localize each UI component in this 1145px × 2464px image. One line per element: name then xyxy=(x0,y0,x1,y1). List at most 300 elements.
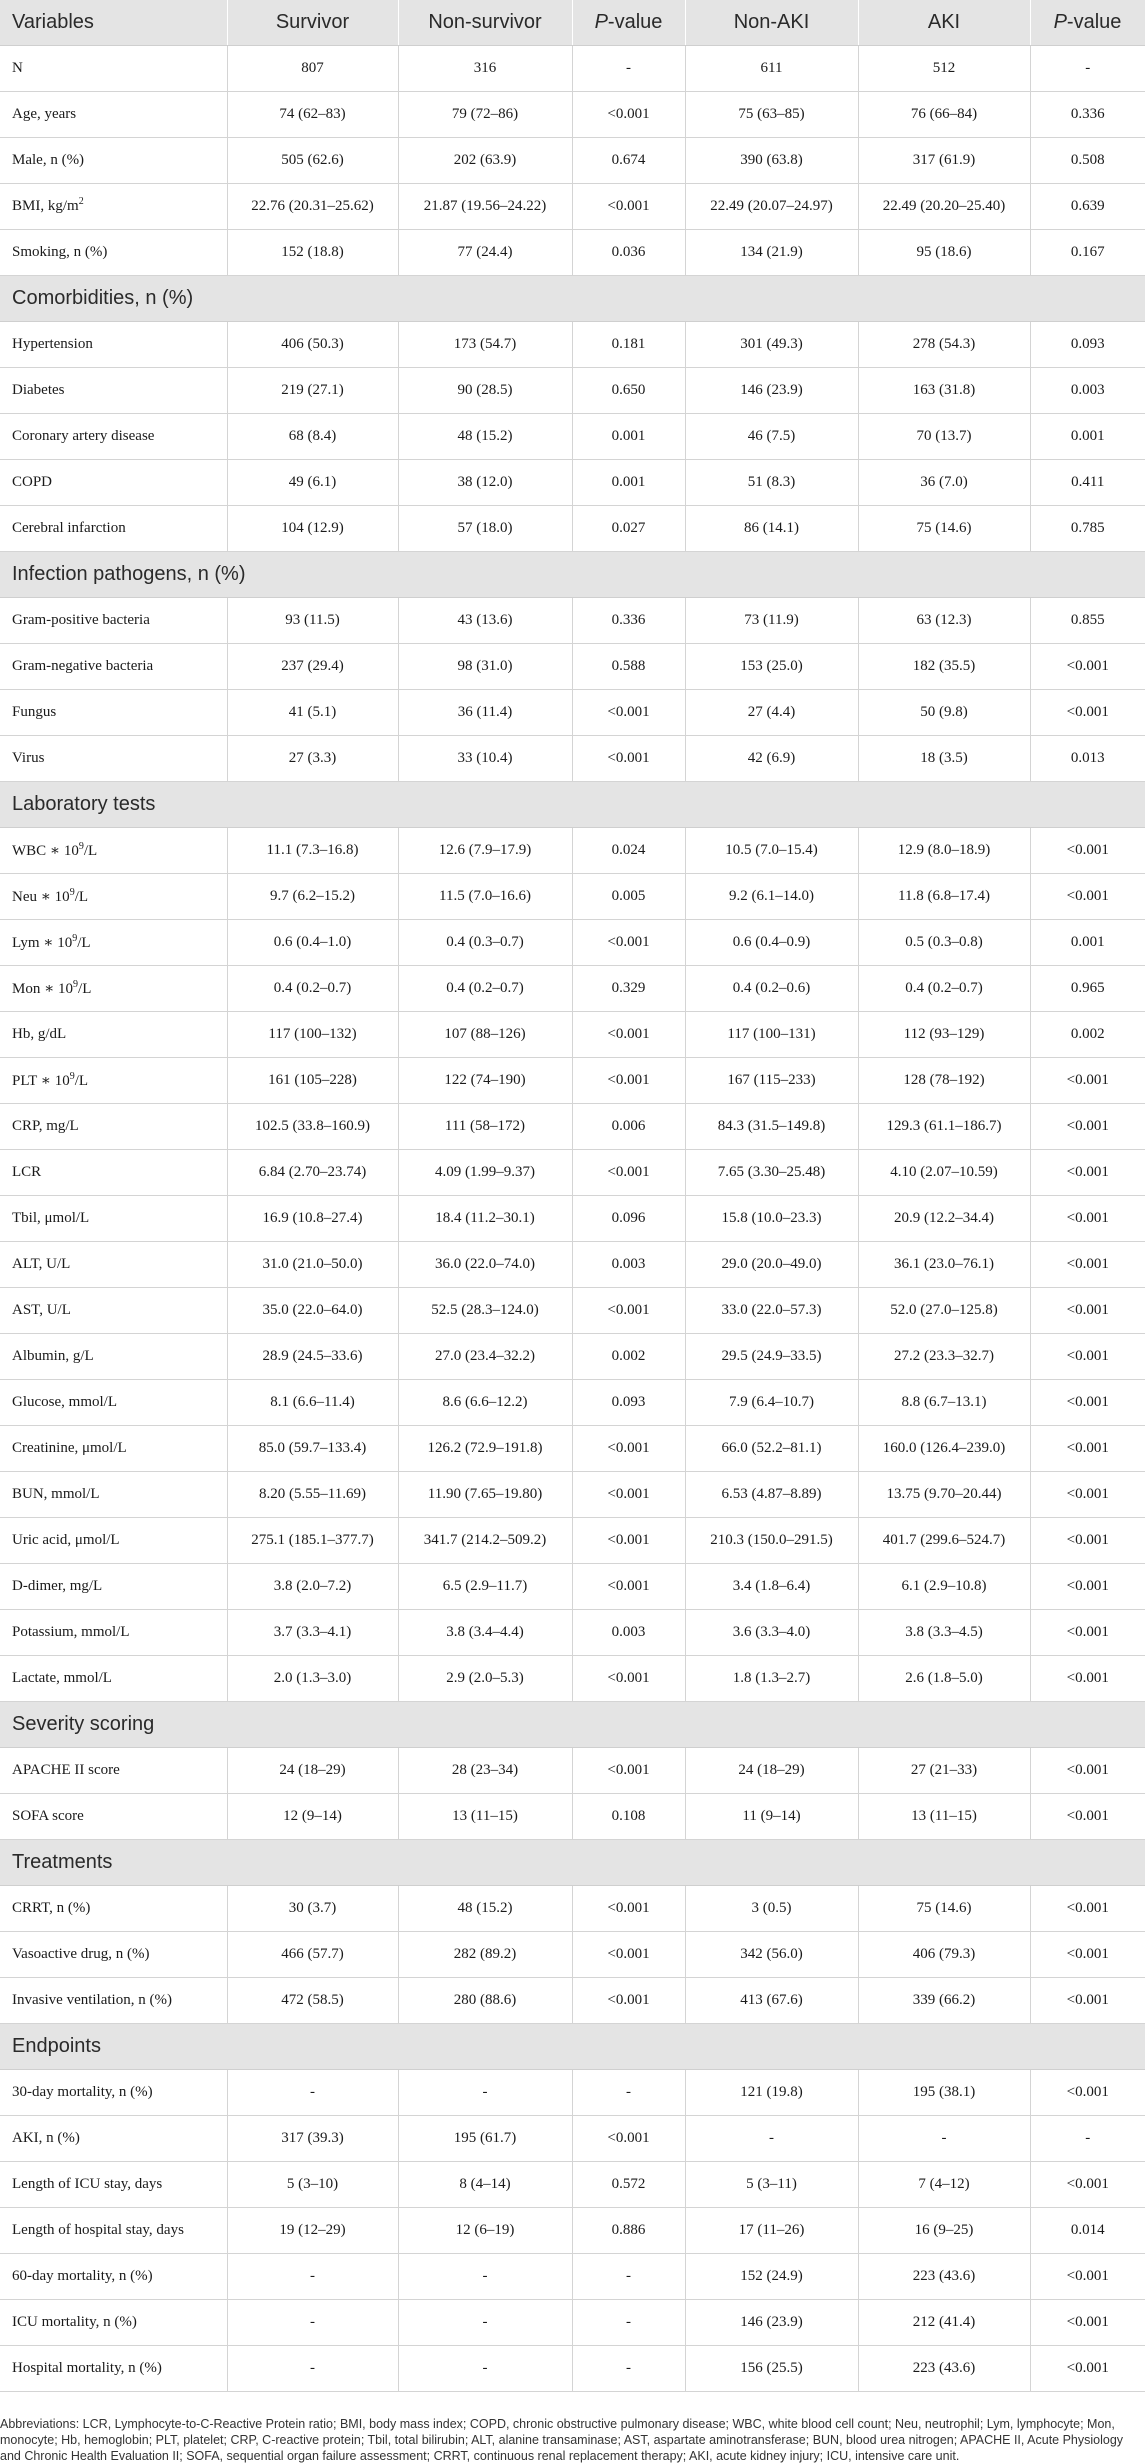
table-row xyxy=(0,2116,1145,2162)
variable-label: Lactate, mmol/L xyxy=(12,1670,112,1686)
variable-cell xyxy=(0,414,227,460)
table-row xyxy=(0,1242,1145,1288)
section-title: Endpoints xyxy=(0,2024,1145,2070)
variable-cell xyxy=(0,2162,227,2208)
variable-label: Tbil, μmol/L xyxy=(12,1210,90,1226)
unit-suffix: /L xyxy=(74,889,89,905)
p-value-aki-cell: 0.639 xyxy=(1030,184,1145,230)
aki-cell: 8.8 (6.7–13.1) xyxy=(858,1380,1030,1426)
header-variables: Variables xyxy=(0,0,227,46)
variable-label: ICU mortality, n (%) xyxy=(12,2314,137,2330)
p-value-mortality-cell: 0.588 xyxy=(572,644,685,690)
non-survivor-cell: 8 (4–14) xyxy=(398,2162,572,2208)
section-title: Laboratory tests xyxy=(0,782,1145,828)
p-value-mortality-cell: 0.006 xyxy=(572,1104,685,1150)
aki-cell: 2.6 (1.8–5.0) xyxy=(858,1656,1030,1702)
p-value-mortality-cell: <0.001 xyxy=(572,1058,685,1104)
survivor-cell: 28.9 (24.5–33.6) xyxy=(227,1334,398,1380)
table-row xyxy=(0,1932,1145,1978)
variable-cell xyxy=(0,1886,227,1932)
variable-label: D-dimer, mg/L xyxy=(12,1578,103,1594)
survivor-cell: 74 (62–83) xyxy=(227,92,398,138)
non-aki-cell: 7.65 (3.30–25.48) xyxy=(685,1150,858,1196)
p-value-aki-cell: <0.001 xyxy=(1030,1748,1145,1794)
variable-cell xyxy=(0,2300,227,2346)
non-survivor-cell: 202 (63.9) xyxy=(398,138,572,184)
section-header-row xyxy=(0,1840,1145,1886)
variable-cell xyxy=(0,1426,227,1472)
table-row xyxy=(0,1012,1145,1058)
aki-cell: 278 (54.3) xyxy=(858,322,1030,368)
survivor-cell: 5 (3–10) xyxy=(227,2162,398,2208)
p-value-mortality-cell: 0.181 xyxy=(572,322,685,368)
variable-label: Hospital mortality, n (%) xyxy=(12,2360,162,2376)
non-survivor-cell: 43 (13.6) xyxy=(398,598,572,644)
table-row xyxy=(0,1380,1145,1426)
non-survivor-cell: 27.0 (23.4–32.2) xyxy=(398,1334,572,1380)
non-aki-cell: 15.8 (10.0–23.3) xyxy=(685,1196,858,1242)
survivor-cell: 8.1 (6.6–11.4) xyxy=(227,1380,398,1426)
variable-cell xyxy=(0,1058,227,1104)
variable-cell xyxy=(0,1978,227,2024)
survivor-cell: 0.4 (0.2–0.7) xyxy=(227,966,398,1012)
p-value-aki-cell: <0.001 xyxy=(1030,1288,1145,1334)
variable-cell xyxy=(0,138,227,184)
section-title: Comorbidities, n (%) xyxy=(0,276,1145,322)
non-aki-cell: 9.2 (6.1–14.0) xyxy=(685,874,858,920)
non-aki-cell: 0.6 (0.4–0.9) xyxy=(685,920,858,966)
non-survivor-cell: 48 (15.2) xyxy=(398,1886,572,1932)
variable-cell xyxy=(0,690,227,736)
variable-label: CRP, mg/L xyxy=(12,1118,79,1134)
table-row xyxy=(0,46,1145,92)
p-value-aki-cell: <0.001 xyxy=(1030,1564,1145,1610)
non-survivor-cell: 316 xyxy=(398,46,572,92)
p-value-aki-cell: <0.001 xyxy=(1030,644,1145,690)
p-value-mortality-cell: - xyxy=(572,2346,685,2392)
variable-label: Smoking, n (%) xyxy=(12,244,108,260)
table-row xyxy=(0,920,1145,966)
non-survivor-cell: 107 (88–126) xyxy=(398,1012,572,1058)
non-survivor-cell: 79 (72–86) xyxy=(398,92,572,138)
aki-cell: 63 (12.3) xyxy=(858,598,1030,644)
non-survivor-cell: 33 (10.4) xyxy=(398,736,572,782)
variable-cell xyxy=(0,506,227,552)
variable-cell xyxy=(0,1150,227,1196)
non-survivor-cell: 11.5 (7.0–16.6) xyxy=(398,874,572,920)
p-value-aki-cell: <0.001 xyxy=(1030,1518,1145,1564)
p-value-aki-cell: <0.001 xyxy=(1030,828,1145,874)
p-value-aki-cell: <0.001 xyxy=(1030,1794,1145,1840)
p-value-mortality-cell: <0.001 xyxy=(572,1978,685,2024)
non-aki-cell: 10.5 (7.0–15.4) xyxy=(685,828,858,874)
survivor-cell: 117 (100–132) xyxy=(227,1012,398,1058)
non-aki-cell: 17 (11–26) xyxy=(685,2208,858,2254)
aki-cell: 401.7 (299.6–524.7) xyxy=(858,1518,1030,1564)
variable-cell xyxy=(0,184,227,230)
table-row xyxy=(0,2346,1145,2392)
non-survivor-cell: 6.5 (2.9–11.7) xyxy=(398,1564,572,1610)
section-header-row xyxy=(0,276,1145,322)
aki-cell: 223 (43.6) xyxy=(858,2346,1030,2392)
p-value-mortality-cell: <0.001 xyxy=(572,1932,685,1978)
table-row xyxy=(0,1748,1145,1794)
non-aki-cell: 390 (63.8) xyxy=(685,138,858,184)
table-row xyxy=(0,506,1145,552)
non-aki-cell: 611 xyxy=(685,46,858,92)
non-survivor-cell: 12.6 (7.9–17.9) xyxy=(398,828,572,874)
aki-cell: 212 (41.4) xyxy=(858,2300,1030,2346)
non-survivor-cell: 173 (54.7) xyxy=(398,322,572,368)
p-value-mortality-cell: 0.005 xyxy=(572,874,685,920)
unit-suffix: /L xyxy=(78,981,92,997)
variable-cell xyxy=(0,874,227,920)
non-aki-cell: 22.49 (20.07–24.97) xyxy=(685,184,858,230)
header-p-value-aki xyxy=(1030,0,1145,46)
header-p-letter: P xyxy=(594,11,608,33)
variable-label: PLT ∗ 10 xyxy=(12,1073,70,1089)
non-aki-cell: 167 (115–233) xyxy=(685,1058,858,1104)
survivor-cell: 317 (39.3) xyxy=(227,2116,398,2162)
variable-cell xyxy=(0,1196,227,1242)
non-survivor-cell: 195 (61.7) xyxy=(398,2116,572,2162)
survivor-cell: 152 (18.8) xyxy=(227,230,398,276)
variable-label: Age, years xyxy=(12,106,77,122)
non-aki-cell: 42 (6.9) xyxy=(685,736,858,782)
variable-label: COPD xyxy=(12,474,53,490)
aki-cell: 36 (7.0) xyxy=(858,460,1030,506)
p-value-mortality-cell: 0.572 xyxy=(572,2162,685,2208)
aki-cell: 112 (93–129) xyxy=(858,1012,1030,1058)
unit-exponent: 9 xyxy=(72,933,78,944)
p-value-mortality-cell: <0.001 xyxy=(572,1012,685,1058)
variable-label: Virus xyxy=(12,750,45,766)
table-row xyxy=(0,1518,1145,1564)
non-survivor-cell: 18.4 (11.2–30.1) xyxy=(398,1196,572,1242)
p-value-mortality-cell: 0.001 xyxy=(572,414,685,460)
non-aki-cell: 0.4 (0.2–0.6) xyxy=(685,966,858,1012)
aki-cell: 12.9 (8.0–18.9) xyxy=(858,828,1030,874)
non-aki-cell: 33.0 (22.0–57.3) xyxy=(685,1288,858,1334)
non-aki-cell: 29.5 (24.9–33.5) xyxy=(685,1334,858,1380)
aki-cell: 75 (14.6) xyxy=(858,506,1030,552)
non-survivor-cell: 52.5 (28.3–124.0) xyxy=(398,1288,572,1334)
survivor-cell: 68 (8.4) xyxy=(227,414,398,460)
variable-cell xyxy=(0,828,227,874)
survivor-cell: 104 (12.9) xyxy=(227,506,398,552)
variable-cell xyxy=(0,1656,227,1702)
p-value-mortality-cell: <0.001 xyxy=(572,1426,685,1472)
aki-cell: 339 (66.2) xyxy=(858,1978,1030,2024)
variable-cell xyxy=(0,1380,227,1426)
p-value-aki-cell: <0.001 xyxy=(1030,1656,1145,1702)
section-header-row xyxy=(0,552,1145,598)
survivor-cell: 24 (18–29) xyxy=(227,1748,398,1794)
table-row xyxy=(0,1886,1145,1932)
unit-exponent: 2 xyxy=(78,196,84,207)
survivor-cell: 3.7 (3.3–4.1) xyxy=(227,1610,398,1656)
p-value-mortality-cell: <0.001 xyxy=(572,1656,685,1702)
non-survivor-cell: 122 (74–190) xyxy=(398,1058,572,1104)
table-row xyxy=(0,1104,1145,1150)
survivor-cell: 807 xyxy=(227,46,398,92)
non-aki-cell: 121 (19.8) xyxy=(685,2070,858,2116)
aki-cell: 18 (3.5) xyxy=(858,736,1030,782)
variable-cell xyxy=(0,1012,227,1058)
variable-label: Diabetes xyxy=(12,382,65,398)
p-value-mortality-cell: 0.650 xyxy=(572,368,685,414)
aki-cell: 52.0 (27.0–125.8) xyxy=(858,1288,1030,1334)
non-aki-cell: 7.9 (6.4–10.7) xyxy=(685,1380,858,1426)
unit-exponent: 9 xyxy=(69,1071,75,1082)
variable-label: N xyxy=(12,60,23,76)
table-row xyxy=(0,1656,1145,1702)
table-row xyxy=(0,2300,1145,2346)
variable-cell xyxy=(0,1104,227,1150)
aki-cell: 4.10 (2.07–10.59) xyxy=(858,1150,1030,1196)
aki-cell: 128 (78–192) xyxy=(858,1058,1030,1104)
survivor-cell: 0.6 (0.4–1.0) xyxy=(227,920,398,966)
table-row xyxy=(0,138,1145,184)
p-value-aki-cell: <0.001 xyxy=(1030,1334,1145,1380)
variable-label: Glucose, mmol/L xyxy=(12,1394,117,1410)
p-value-mortality-cell: 0.001 xyxy=(572,460,685,506)
survivor-cell: 275.1 (185.1–377.7) xyxy=(227,1518,398,1564)
variable-label: Potassium, mmol/L xyxy=(12,1624,130,1640)
non-aki-cell: 29.0 (20.0–49.0) xyxy=(685,1242,858,1288)
non-aki-cell: 342 (56.0) xyxy=(685,1932,858,1978)
p-value-mortality-cell: 0.886 xyxy=(572,2208,685,2254)
non-aki-cell: 153 (25.0) xyxy=(685,644,858,690)
variable-cell xyxy=(0,92,227,138)
variable-label: Hb, g/dL xyxy=(12,1026,67,1042)
non-survivor-cell: 126.2 (72.9–191.8) xyxy=(398,1426,572,1472)
survivor-cell: 22.76 (20.31–25.62) xyxy=(227,184,398,230)
header-row xyxy=(0,0,1145,46)
unit-suffix: /L xyxy=(74,1073,89,1089)
section-title: Severity scoring xyxy=(0,1702,1145,1748)
variable-label: 60-day mortality, n (%) xyxy=(12,2268,153,2284)
section-header-row xyxy=(0,2024,1145,2070)
header-aki: AKI xyxy=(858,0,1030,46)
variable-label: Length of ICU stay, days xyxy=(12,2176,163,2192)
header-non-aki: Non-AKI xyxy=(685,0,858,46)
p-value-mortality-cell: 0.108 xyxy=(572,1794,685,1840)
variable-label: CRRT, n (%) xyxy=(12,1900,91,1916)
table-row xyxy=(0,1794,1145,1840)
aki-cell: 6.1 (2.9–10.8) xyxy=(858,1564,1030,1610)
non-aki-cell: 3.4 (1.8–6.4) xyxy=(685,1564,858,1610)
variable-cell xyxy=(0,1472,227,1518)
variable-cell xyxy=(0,2346,227,2392)
variable-label: Length of hospital stay, days xyxy=(12,2222,184,2238)
p-value-mortality-cell: <0.001 xyxy=(572,1886,685,1932)
p-value-mortality-cell: 0.329 xyxy=(572,966,685,1012)
table-row xyxy=(0,322,1145,368)
non-survivor-cell: 4.09 (1.99–9.37) xyxy=(398,1150,572,1196)
aki-cell: 160.0 (126.4–239.0) xyxy=(858,1426,1030,1472)
variable-cell xyxy=(0,920,227,966)
survivor-cell: - xyxy=(227,2070,398,2116)
variable-label: Fungus xyxy=(12,704,57,720)
p-value-aki-cell: <0.001 xyxy=(1030,1426,1145,1472)
p-value-mortality-cell: <0.001 xyxy=(572,1564,685,1610)
p-value-aki-cell: 0.508 xyxy=(1030,138,1145,184)
p-value-aki-cell: 0.785 xyxy=(1030,506,1145,552)
non-survivor-cell: 36 (11.4) xyxy=(398,690,572,736)
p-value-mortality-cell: <0.001 xyxy=(572,1288,685,1334)
p-value-aki-cell: <0.001 xyxy=(1030,2162,1145,2208)
survivor-cell: 85.0 (59.7–133.4) xyxy=(227,1426,398,1472)
variable-label: LCR xyxy=(12,1164,42,1180)
p-value-aki-cell: <0.001 xyxy=(1030,1196,1145,1242)
non-survivor-cell: 8.6 (6.6–12.2) xyxy=(398,1380,572,1426)
non-aki-cell: 27 (4.4) xyxy=(685,690,858,736)
aki-cell: 13 (11–15) xyxy=(858,1794,1030,1840)
p-value-aki-cell: <0.001 xyxy=(1030,1150,1145,1196)
survivor-cell: 35.0 (22.0–64.0) xyxy=(227,1288,398,1334)
variable-label: Invasive ventilation, n (%) xyxy=(12,1992,172,2008)
survivor-cell: - xyxy=(227,2300,398,2346)
header-p-suffix: -value xyxy=(607,11,663,33)
non-survivor-cell: - xyxy=(398,2070,572,2116)
p-value-aki-cell: 0.001 xyxy=(1030,920,1145,966)
variable-label: Neu ∗ 10 xyxy=(12,889,70,905)
non-aki-cell: 117 (100–131) xyxy=(685,1012,858,1058)
p-value-mortality-cell: - xyxy=(572,2070,685,2116)
aki-cell: 223 (43.6) xyxy=(858,2254,1030,2300)
header-non-survivor: Non-survivor xyxy=(398,0,572,46)
aki-cell: 163 (31.8) xyxy=(858,368,1030,414)
aki-cell: 317 (61.9) xyxy=(858,138,1030,184)
p-value-mortality-cell: <0.001 xyxy=(572,690,685,736)
p-value-mortality-cell: 0.002 xyxy=(572,1334,685,1380)
variable-cell xyxy=(0,1932,227,1978)
p-value-aki-cell: <0.001 xyxy=(1030,1242,1145,1288)
variable-cell xyxy=(0,460,227,506)
table-body xyxy=(0,46,1145,2392)
survivor-cell: 30 (3.7) xyxy=(227,1886,398,1932)
p-value-mortality-cell: 0.336 xyxy=(572,598,685,644)
p-value-aki-cell: 0.003 xyxy=(1030,368,1145,414)
aki-cell: 50 (9.8) xyxy=(858,690,1030,736)
header-p-value-mortality xyxy=(572,0,685,46)
table-row xyxy=(0,598,1145,644)
non-aki-cell: 51 (8.3) xyxy=(685,460,858,506)
non-aki-cell: 146 (23.9) xyxy=(685,2300,858,2346)
section-header-row xyxy=(0,782,1145,828)
variable-label: Creatinine, μmol/L xyxy=(12,1440,127,1456)
variable-label: AKI, n (%) xyxy=(12,2130,80,2146)
p-value-mortality-cell: 0.036 xyxy=(572,230,685,276)
p-value-aki-cell: - xyxy=(1030,2116,1145,2162)
variable-label: Hypertension xyxy=(12,336,93,352)
aki-cell: 70 (13.7) xyxy=(858,414,1030,460)
p-value-mortality-cell: - xyxy=(572,2254,685,2300)
p-value-mortality-cell: <0.001 xyxy=(572,1518,685,1564)
non-survivor-cell: 28 (23–34) xyxy=(398,1748,572,1794)
p-value-aki-cell: <0.001 xyxy=(1030,2346,1145,2392)
p-value-aki-cell: <0.001 xyxy=(1030,1886,1145,1932)
p-value-aki-cell: 0.855 xyxy=(1030,598,1145,644)
survivor-cell: 27 (3.3) xyxy=(227,736,398,782)
non-survivor-cell: 280 (88.6) xyxy=(398,1978,572,2024)
p-value-aki-cell: 0.965 xyxy=(1030,966,1145,1012)
variable-label: APACHE II score xyxy=(12,1762,120,1778)
p-value-mortality-cell: <0.001 xyxy=(572,92,685,138)
p-value-mortality-cell: <0.001 xyxy=(572,2116,685,2162)
p-value-mortality-cell: <0.001 xyxy=(572,1748,685,1794)
non-survivor-cell: 341.7 (214.2–509.2) xyxy=(398,1518,572,1564)
variable-cell xyxy=(0,368,227,414)
variable-label: SOFA score xyxy=(12,1808,84,1824)
variable-cell xyxy=(0,322,227,368)
aki-cell: 512 xyxy=(858,46,1030,92)
variable-label: AST, U/L xyxy=(12,1302,71,1318)
aki-cell: 27 (21–33) xyxy=(858,1748,1030,1794)
variable-cell xyxy=(0,230,227,276)
non-survivor-cell: 36.0 (22.0–74.0) xyxy=(398,1242,572,1288)
survivor-cell: 8.20 (5.55–11.69) xyxy=(227,1472,398,1518)
table-row xyxy=(0,368,1145,414)
variable-cell xyxy=(0,966,227,1012)
p-value-aki-cell: <0.001 xyxy=(1030,1380,1145,1426)
table-row xyxy=(0,1334,1145,1380)
variable-label: 30-day mortality, n (%) xyxy=(12,2084,153,2100)
non-aki-cell: 84.3 (31.5–149.8) xyxy=(685,1104,858,1150)
p-value-aki-cell: <0.001 xyxy=(1030,874,1145,920)
survivor-cell: 237 (29.4) xyxy=(227,644,398,690)
non-survivor-cell: 3.8 (3.4–4.4) xyxy=(398,1610,572,1656)
variable-label: Lym ∗ 10 xyxy=(12,935,73,951)
non-survivor-cell: 21.87 (19.56–24.22) xyxy=(398,184,572,230)
p-value-mortality-cell: 0.027 xyxy=(572,506,685,552)
table-row xyxy=(0,2254,1145,2300)
aki-cell: 182 (35.5) xyxy=(858,644,1030,690)
variable-cell xyxy=(0,1564,227,1610)
p-value-mortality-cell: <0.001 xyxy=(572,1150,685,1196)
p-value-aki-cell: 0.014 xyxy=(1030,2208,1145,2254)
aki-cell: 27.2 (23.3–32.7) xyxy=(858,1334,1030,1380)
table-row xyxy=(0,1610,1145,1656)
table-row xyxy=(0,690,1145,736)
survivor-cell: 11.1 (7.3–16.8) xyxy=(227,828,398,874)
aki-cell: 406 (79.3) xyxy=(858,1932,1030,1978)
non-survivor-cell: 111 (58–172) xyxy=(398,1104,572,1150)
table-row xyxy=(0,184,1145,230)
aki-cell: 11.8 (6.8–17.4) xyxy=(858,874,1030,920)
p-value-aki-cell: 0.336 xyxy=(1030,92,1145,138)
variable-cell xyxy=(0,1334,227,1380)
p-value-aki-cell: 0.167 xyxy=(1030,230,1145,276)
non-survivor-cell: 2.9 (2.0–5.3) xyxy=(398,1656,572,1702)
non-aki-cell: 5 (3–11) xyxy=(685,2162,858,2208)
variable-cell xyxy=(0,736,227,782)
p-value-mortality-cell: <0.001 xyxy=(572,736,685,782)
table-row xyxy=(0,2162,1145,2208)
variable-label: BUN, mmol/L xyxy=(12,1486,100,1502)
non-survivor-cell: 0.4 (0.2–0.7) xyxy=(398,966,572,1012)
non-aki-cell: 210.3 (150.0–291.5) xyxy=(685,1518,858,1564)
p-value-aki-cell: - xyxy=(1030,46,1145,92)
variable-label: Gram-positive bacteria xyxy=(12,612,150,628)
p-value-aki-cell: <0.001 xyxy=(1030,1978,1145,2024)
table-row xyxy=(0,2070,1145,2116)
aki-cell: 129.3 (61.1–186.7) xyxy=(858,1104,1030,1150)
p-value-mortality-cell: <0.001 xyxy=(572,184,685,230)
survivor-cell: 161 (105–228) xyxy=(227,1058,398,1104)
variable-label: ALT, U/L xyxy=(12,1256,71,1272)
